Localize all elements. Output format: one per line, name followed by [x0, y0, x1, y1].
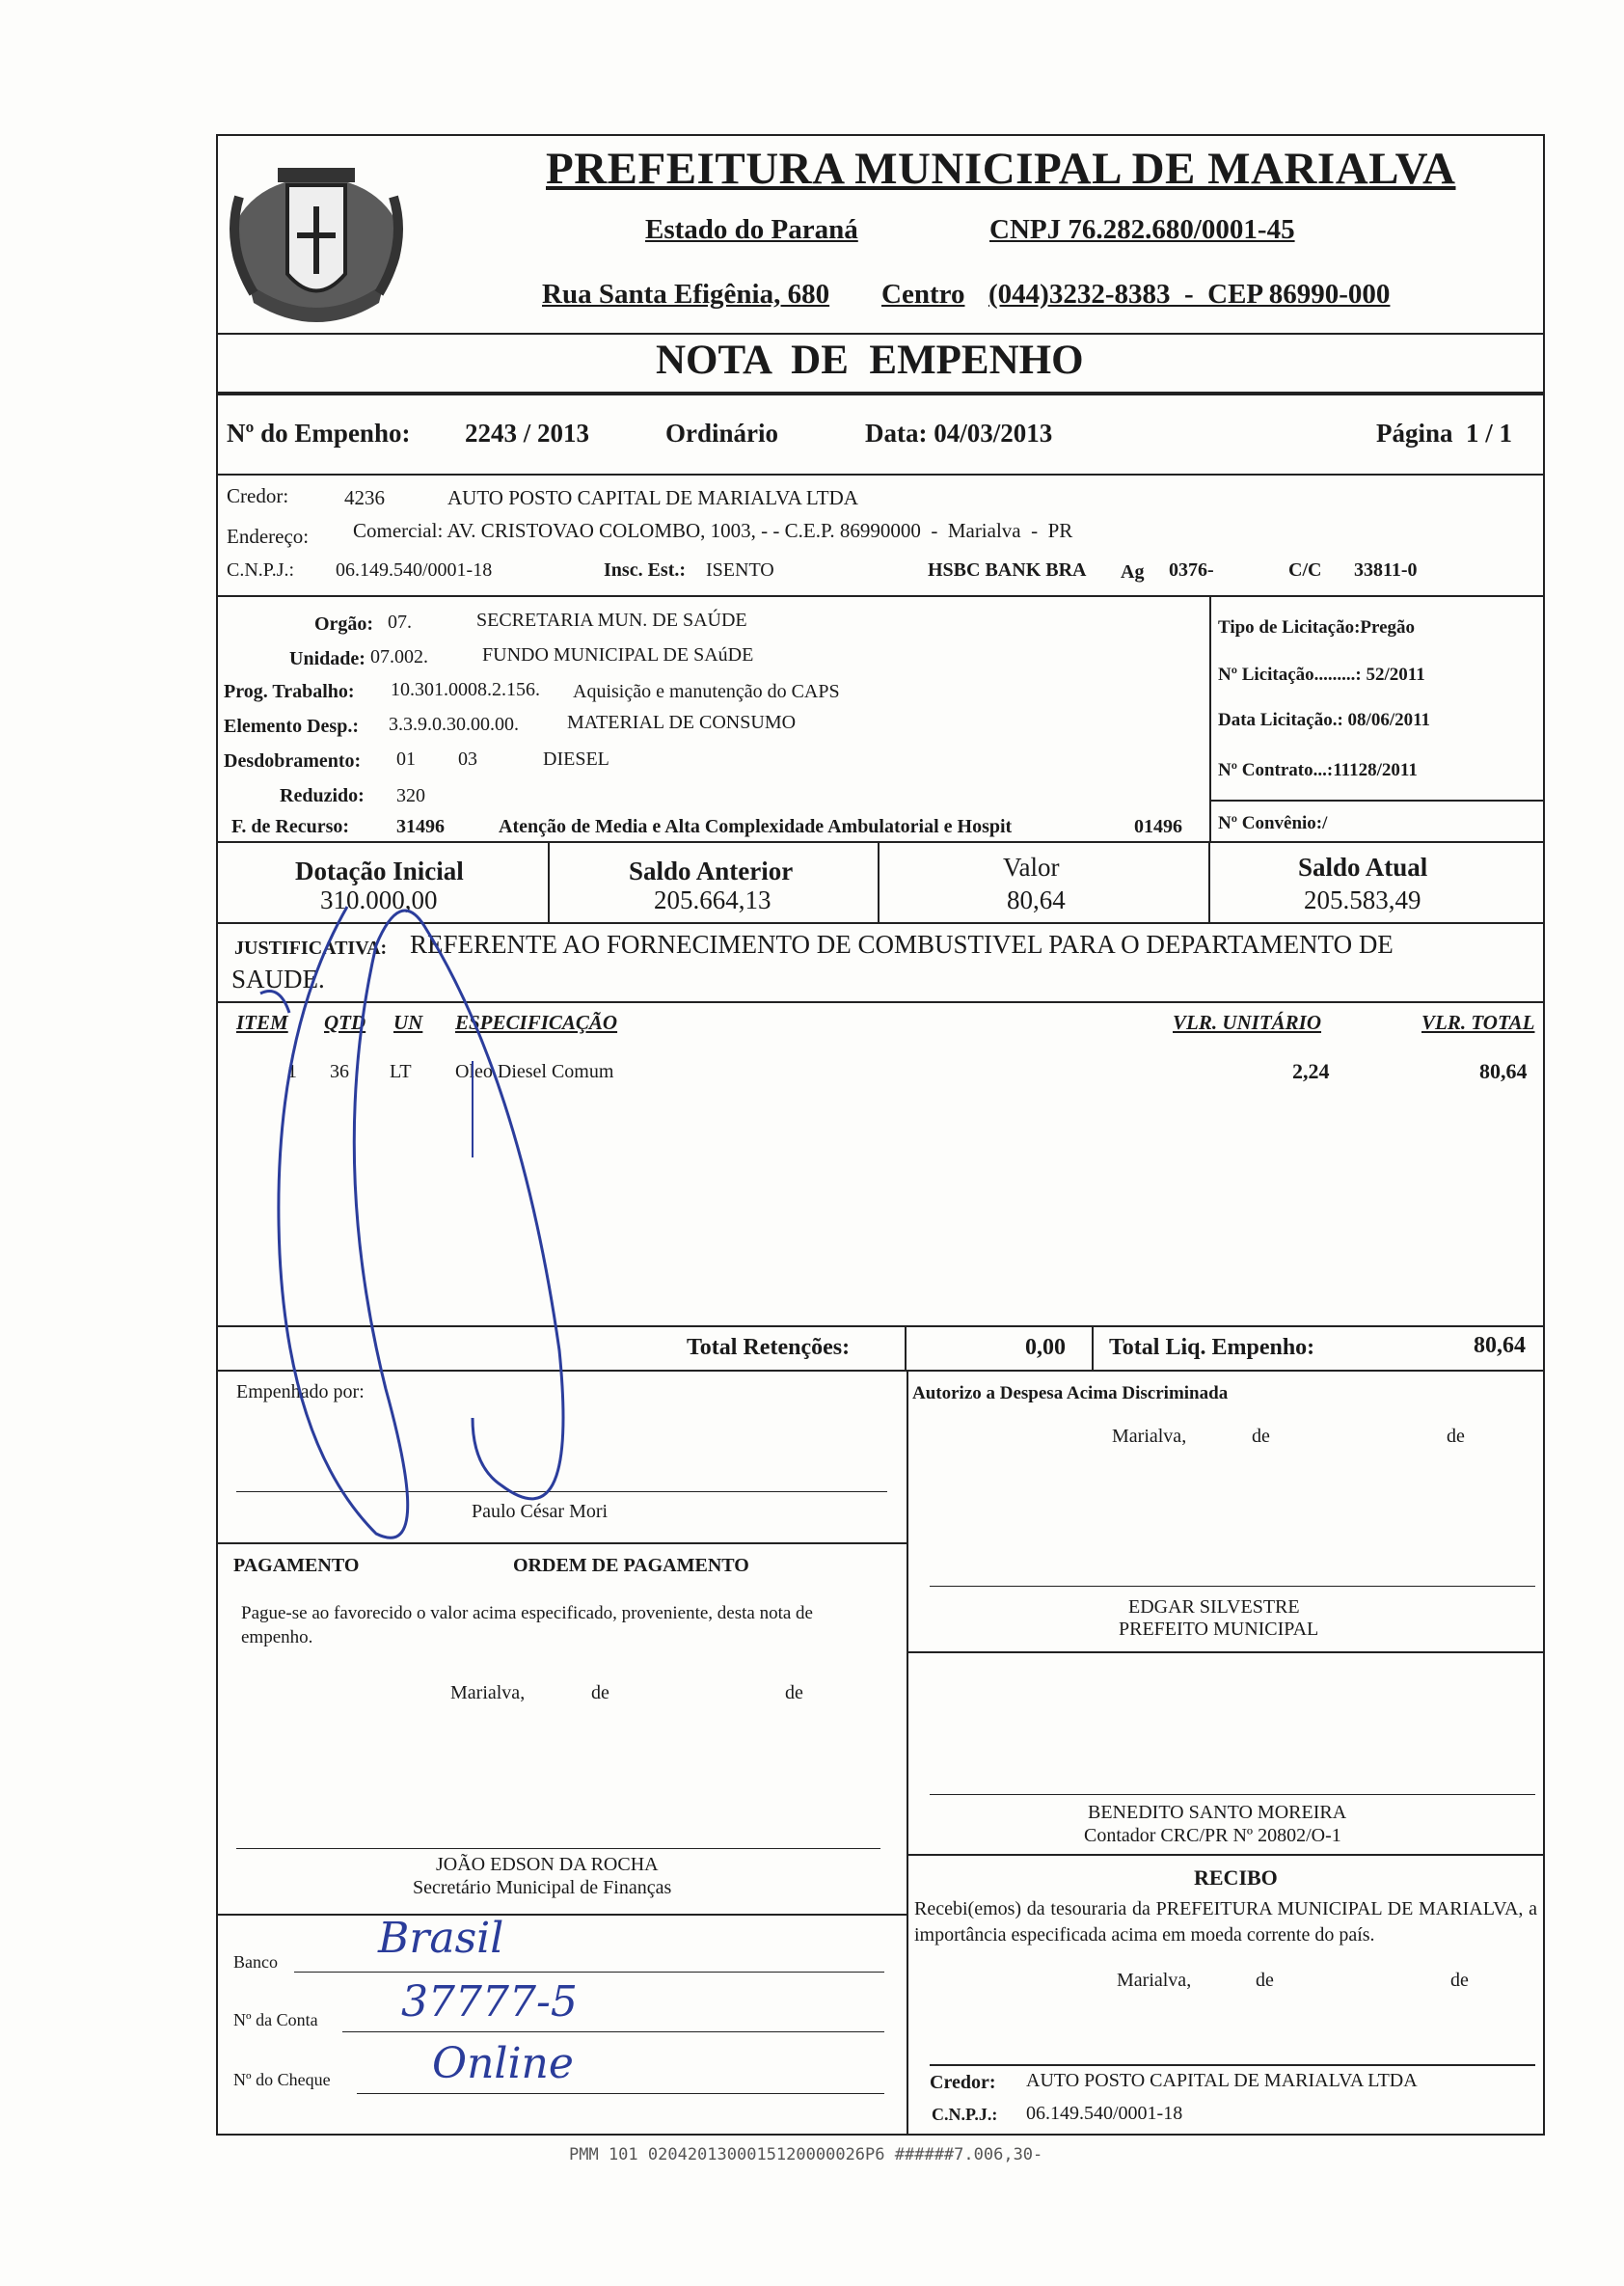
unidade-label: Unidade:	[289, 648, 365, 669]
item-qtd: 36	[330, 1061, 349, 1082]
district-label: Centro	[881, 279, 965, 310]
doc-title: NOTA DE EMPENHO	[656, 338, 1084, 383]
unidade-desc: FUNDO MUNICIPAL DE SAúDE	[482, 644, 754, 666]
elemento-label: Elemento Desp.:	[224, 716, 359, 737]
num-convenio: Nº Convênio:/	[1218, 813, 1328, 833]
recibo-de1: de	[1256, 1970, 1274, 1991]
empenhado-por-name: Paulo César Mori	[472, 1501, 609, 1522]
insc-value: ISENTO	[706, 559, 774, 581]
autorizo-label: Autorizo a Despesa Acima Discriminada	[912, 1383, 1229, 1403]
conta-handwritten: 37777-5	[401, 1977, 578, 2027]
footer-code: PMM 101 0204201300015120000026P6 ######7.006,30-	[569, 2145, 1043, 2164]
credor-name: AUTO POSTO CAPITAL DE MARIALVA LTDA	[447, 486, 858, 509]
recibo-text: Recebi(emos) da tesouraria da PREFEITURA MUNICIPAL DE MARIALVA, a importância especificada acima em moeda corrente do país.	[914, 1898, 1537, 1946]
num-contrato: Nº Contrato...:11128/2011	[1218, 760, 1418, 780]
recibo-credor-name: AUTO POSTO CAPITAL DE MARIALVA LTDA	[1026, 2070, 1418, 2091]
orgao-desc: SECRETARIA MUN. DE SAÚDE	[476, 610, 747, 631]
contador-role: Contador CRC/PR Nº 20802/O-1	[1084, 1825, 1341, 1846]
page-title: PREFEITURA MUNICIPAL DE MARIALVA	[546, 144, 1456, 194]
col-item: ITEM	[236, 1011, 288, 1034]
ordem-pagamento-label: ORDEM DE PAGAMENTO	[513, 1555, 749, 1576]
fonte-recurso-desc: Atenção de Media e Alta Complexidade Ambulatorial e Hospit	[499, 816, 1013, 837]
pagamento-text: Pague-se ao favorecido o valor acima especificado, proveniente, desta nota de empenho.	[241, 1603, 813, 1647]
num-licitacao: Nº Licitação.........: 52/2011	[1218, 665, 1425, 685]
justificativa-label: JUSTIFICATIVA:	[234, 938, 388, 959]
col-valor-unitario: VLR. UNITÁRIO	[1173, 1011, 1322, 1034]
credor-code: 4236	[344, 486, 385, 509]
total-retencoes-label: Total Retenções:	[687, 1335, 851, 1360]
dotacao-value: 310.000,00	[320, 885, 438, 914]
item-valor-total: 80,64	[1479, 1059, 1528, 1083]
empenhado-por-label: Empenhado por:	[236, 1381, 365, 1402]
agency-value: 0376-	[1169, 559, 1214, 581]
item-valor-unitario: 2,24	[1292, 1059, 1330, 1083]
desdobramento-b: 03	[458, 748, 477, 770]
saldo-atual-label: Saldo Atual	[1298, 853, 1428, 882]
autorizo-de2: de	[1447, 1426, 1465, 1447]
desdobramento-desc: DIESEL	[543, 748, 609, 770]
bank-name: HSBC BANK BRA	[928, 559, 1087, 581]
recibo-cnpj: 06.149.540/0001-18	[1026, 2103, 1183, 2124]
municipal-coat-of-arms-icon	[220, 139, 413, 332]
credor-address: Comercial: AV. CRISTOVAO COLOMBO, 1003, - - C.E.P. 86990000 - Marialva - PR	[353, 519, 1073, 542]
prefeito-role: PREFEITO MUNICIPAL	[1119, 1619, 1319, 1640]
col-valor-total: VLR. TOTAL	[1421, 1011, 1535, 1034]
recibo-de2: de	[1450, 1970, 1469, 1991]
secretario-role: Secretário Municipal de Finanças	[413, 1877, 672, 1898]
unidade-code: 07.002.	[370, 646, 428, 667]
empenho-number: 2243 / 2013	[465, 419, 590, 448]
reduzido-label: Reduzido:	[280, 785, 365, 806]
total-retencoes-value: 0,00	[1025, 1335, 1066, 1360]
desdobramento-a: 01	[396, 748, 416, 770]
total-liq-value: 80,64	[1474, 1333, 1526, 1358]
prog-code: 10.301.0008.2.156.	[391, 679, 540, 700]
valor-value: 80,64	[1007, 885, 1066, 914]
dotacao-label: Dotação Inicial	[295, 857, 464, 885]
state-label: Estado do Paraná	[645, 214, 858, 245]
cc-value: 33811-0	[1354, 559, 1418, 581]
secretario-name: JOÃO EDSON DA ROCHA	[436, 1854, 659, 1875]
autorizo-de1: de	[1252, 1426, 1270, 1447]
tipo-licitacao: Tipo de Licitação:Pregão	[1218, 617, 1416, 638]
col-especificacao: ESPECIFICAÇÃO	[455, 1011, 618, 1034]
col-un: UN	[393, 1011, 423, 1034]
banco-label: Banco	[233, 1952, 278, 1972]
item-un: LT	[390, 1061, 412, 1082]
justificativa-line2: SAUDE.	[231, 965, 325, 993]
desdobramento-label: Desdobramento:	[224, 750, 362, 772]
agency-label: Ag	[1121, 561, 1145, 583]
prog-label: Prog. Trabalho:	[224, 681, 355, 702]
address-label: Endereço:	[227, 525, 310, 548]
data-licitacao: Data Licitação.: 08/06/2011	[1218, 710, 1431, 730]
recibo-credor-label: Credor:	[930, 2072, 996, 2093]
orgao-code: 07.	[388, 612, 412, 633]
reduzido-value: 320	[396, 785, 425, 806]
phone-cep-label: (044)3232-8383 - CEP 86990-000	[988, 279, 1391, 310]
justificativa-line1: REFERENTE AO FORNECIMENTO DE COMBUSTIVEL PARA O DEPARTAMENTO DE	[410, 930, 1394, 959]
empenho-type: Ordinário	[665, 419, 779, 448]
empenho-label: Nº do Empenho:	[227, 419, 411, 448]
conta-label: Nº da Conta	[233, 2010, 318, 2029]
cheque-handwritten: Online	[432, 2039, 574, 2088]
pagamento-de1: de	[591, 1682, 609, 1703]
elemento-desc: MATERIAL DE CONSUMO	[567, 712, 797, 733]
col-qtd: QTD	[324, 1011, 366, 1034]
valor-label: Valor	[1003, 853, 1060, 882]
cc-label: C/C	[1288, 559, 1322, 581]
total-liq-label: Total Liq. Empenho:	[1109, 1335, 1315, 1360]
fonte-recurso-label: F. de Recurso:	[231, 816, 350, 837]
page-number: Página 1 / 1	[1376, 419, 1513, 448]
handwritten-signature-icon	[231, 849, 694, 1563]
orgao-label: Orgão:	[314, 613, 374, 635]
fonte-recurso-code: 31496	[396, 816, 445, 837]
empenho-date: Data: 04/03/2013	[865, 419, 1053, 448]
recibo-city: Marialva,	[1117, 1970, 1192, 1991]
banco-handwritten: Brasil	[378, 1914, 504, 1963]
prefeito-name: EDGAR SILVESTRE	[1128, 1596, 1300, 1618]
fonte-recurso-code2: 01496	[1134, 816, 1182, 837]
item-number: 1	[287, 1061, 297, 1082]
cnpj-label: CNPJ 76.282.680/0001-45	[989, 214, 1295, 245]
pagamento-city: Marialva,	[450, 1682, 526, 1703]
autorizo-city: Marialva,	[1112, 1426, 1187, 1447]
saldo-atual-value: 205.583,49	[1304, 885, 1421, 914]
pagamento-de2: de	[785, 1682, 803, 1703]
recibo-title: RECIBO	[1194, 1865, 1278, 1890]
cnpj-field-label: C.N.P.J.:	[227, 559, 295, 581]
cheque-label: Nº do Cheque	[233, 2070, 331, 2089]
insc-label: Insc. Est.:	[604, 559, 687, 581]
pagamento-label: PAGAMENTO	[233, 1555, 360, 1576]
saldo-anterior-label: Saldo Anterior	[629, 857, 794, 885]
saldo-anterior-value: 205.664,13	[654, 885, 771, 914]
item-especificacao: Oleo Diesel Comum	[455, 1061, 614, 1082]
prog-desc: Aquisição e manutenção do CAPS	[573, 681, 840, 702]
recibo-cnpj-label: C.N.P.J.:	[932, 2105, 998, 2124]
credor-label: Credor:	[227, 484, 289, 507]
contador-name: BENEDITO SANTO MOREIRA	[1088, 1802, 1347, 1823]
credor-cnpj: 06.149.540/0001-18	[336, 559, 493, 581]
address-label: Rua Santa Efigênia, 680	[542, 279, 830, 310]
elemento-code: 3.3.9.0.30.00.00.	[389, 714, 519, 735]
